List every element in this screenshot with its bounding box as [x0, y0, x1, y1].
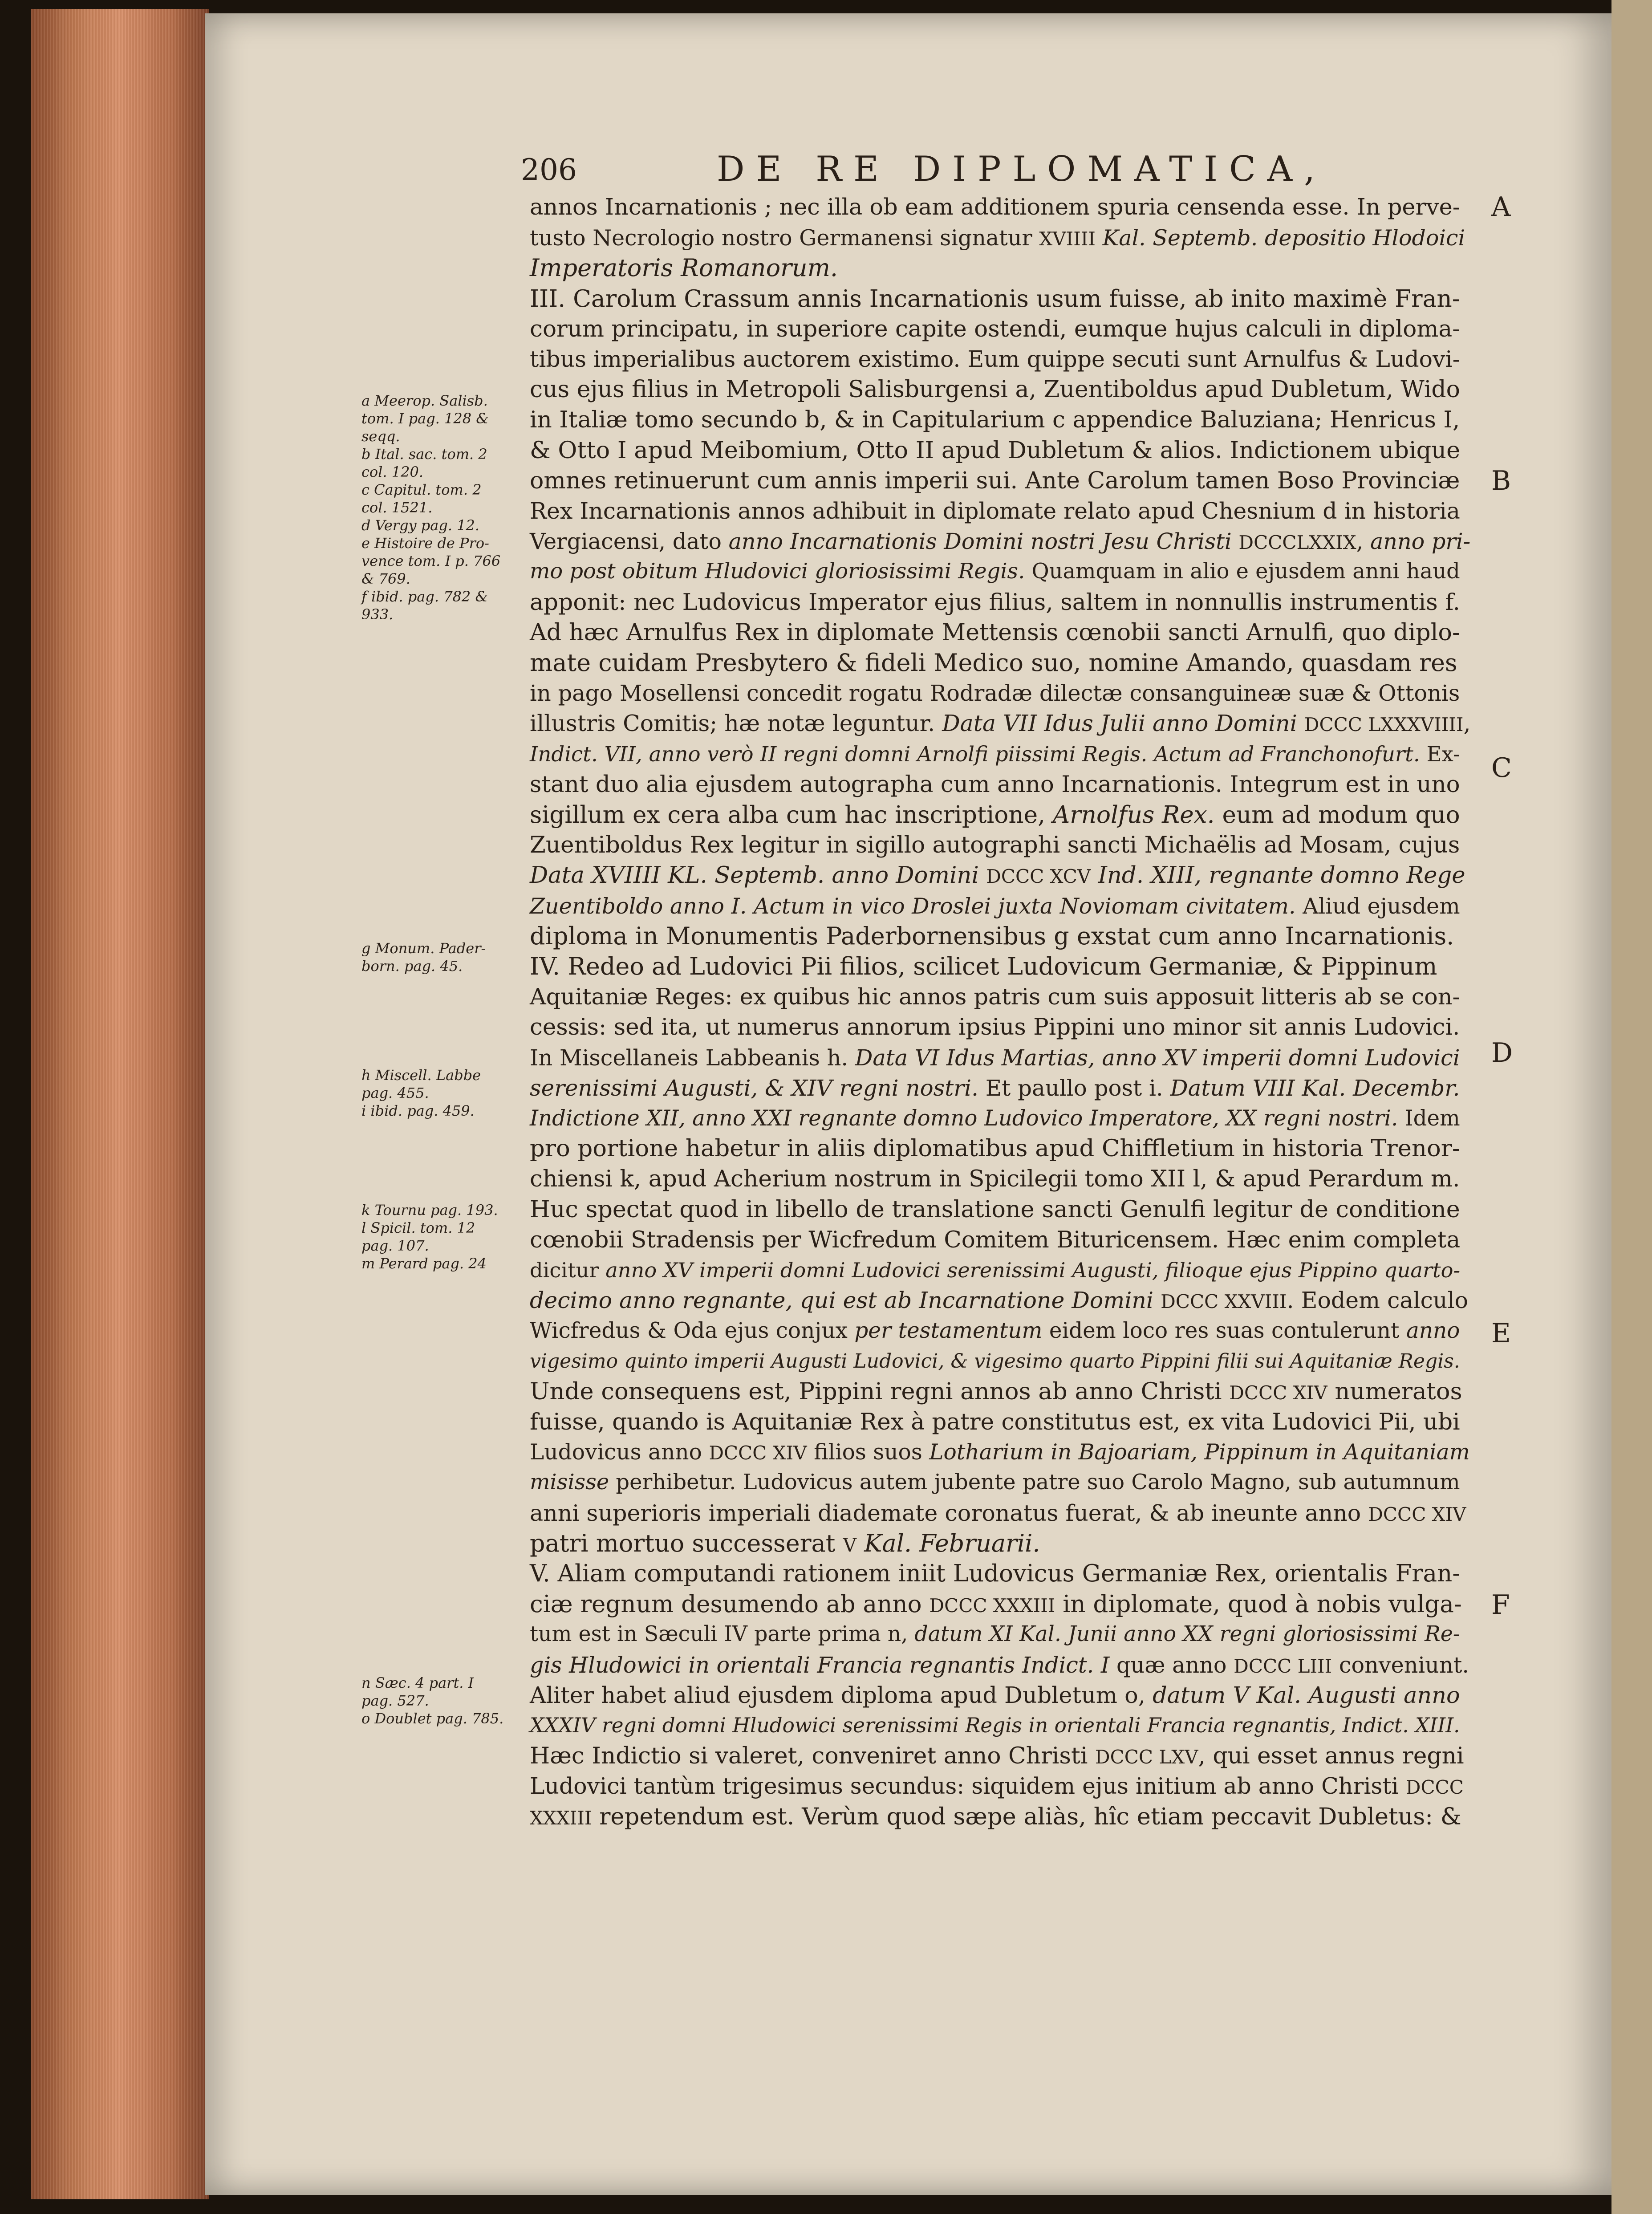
text-run: vigesimo quinto imperii Augusti Ludovici, & vigesimo quarto Pippini filii sui Aquitaniæ Regis. [530, 1349, 1460, 1373]
text-run: conveniunt. [1332, 1652, 1469, 1678]
margin-note: tom. I pag. 128 & [361, 410, 489, 427]
text-run [1153, 1287, 1161, 1313]
text-run: pro portione habetur in aliis diplomatibus apud Chiffletium in historia Trenor- [530, 1135, 1460, 1162]
text-run [979, 862, 986, 889]
text-run: datum XI Kal. Junii anno XX regni gloriosissimi Re- [914, 1622, 1460, 1647]
text-run: gis Hludowici in orientali Francia regnantis Indict. I [530, 1652, 1110, 1678]
text-line [530, 526, 1470, 557]
text-run: DCCC [1405, 1776, 1464, 1799]
text-line [530, 1437, 1470, 1467]
text-run [1297, 710, 1304, 736]
text-run: . Eodem calculo [1287, 1287, 1469, 1314]
text-line [530, 1771, 1464, 1801]
text-run: eum ad modum quo [1214, 801, 1460, 829]
text-run: DCCC XCV [986, 865, 1091, 888]
text-line [530, 1710, 1460, 1741]
text-run: Imperatoris Romanorum. [530, 254, 838, 282]
running-head [521, 149, 1367, 198]
margin-note: c Capitul. tom. 2 [361, 481, 482, 498]
text-run: patri mortuo successerat [530, 1529, 843, 1557]
text-line [530, 223, 1465, 253]
margin-note: col. 1521. [361, 499, 433, 516]
text-run: DCCCLXXIX [1238, 532, 1356, 554]
text-run: Aliud ejusdem [1295, 893, 1460, 919]
next-page-edge [1611, 0, 1652, 2214]
text-run: DCCC XIV [709, 1442, 807, 1464]
section-marker: E [1491, 1318, 1511, 1349]
text-run: tibus imperialibus auctorem existimo. Eum quippe secuti sunt Arnulfus & Ludovi- [530, 346, 1460, 372]
text-run: Ludovici tantùm trigesimus secundus: siquidem ejus initium ab anno Christi [530, 1773, 1406, 1800]
text-run: DCCC XXVIII [1161, 1291, 1287, 1313]
text-run [856, 1529, 864, 1557]
text-line [530, 1498, 1466, 1528]
text-run: Arnolfus Rex. [1052, 801, 1215, 829]
text-run: mate cuidam Presbytero & fideli Medico suo, nomine Amando, quasdam res [530, 649, 1457, 677]
text-run: DCCC XXXIII [929, 1595, 1055, 1617]
text-run: Quamquam in alio e ejusdem anni haud [1025, 559, 1460, 584]
text-line [530, 374, 1460, 405]
text-run: Ex- [1420, 742, 1460, 766]
text-run: IV. Redeo ad Ludovici Pii filios, scilicet Ludovicum Germaniæ, & Pippinum [530, 952, 1437, 980]
text-line [530, 1043, 1460, 1073]
text-run: Aquitaniæ Reges: ex quibus hic annos patris cum suis apposuit litteris ab se con- [530, 983, 1460, 1010]
text-line [530, 830, 1460, 860]
text-run [1232, 528, 1239, 554]
section-marker: B [1491, 465, 1511, 496]
page-number: 206 [521, 153, 577, 187]
text-run: Zuentiboldo anno I. Actum in vico Droslei juxta Noviomam civitatem. [530, 893, 1296, 919]
text-line [530, 1802, 1461, 1832]
text-line [530, 800, 1460, 830]
text-line [530, 1133, 1460, 1164]
margin-note: g Monum. Pader- [361, 940, 486, 957]
section-marker: F [1491, 1589, 1510, 1621]
text-run: V [843, 1534, 856, 1556]
margin-note: h Miscell. Labbe [361, 1067, 481, 1084]
text-run: Hæc Indictio si valeret, conveniret anno Christi [530, 1743, 1095, 1770]
text-line [530, 1559, 1460, 1589]
text-run: repetendum est. Verùm quod sæpe aliàs, hîc etiam peccavit Dubletus: & [592, 1803, 1461, 1830]
text-run: in Italiæ tomo secundo b, & in Capitularium c appendice Baluziana; Henricus I, [530, 406, 1460, 434]
text-line [530, 678, 1460, 708]
text-run: anno [1406, 1318, 1460, 1344]
text-line [530, 1467, 1460, 1498]
text-line [530, 891, 1460, 921]
text-line [530, 1528, 1040, 1559]
text-run: Huc spectat quod in libello de translatione sancti Genulfi legitur de conditione [530, 1195, 1460, 1223]
margin-note: & 769. [361, 570, 410, 587]
text-run: anno pri- [1370, 528, 1471, 555]
margin-note: e Histoire de Pro- [361, 535, 489, 552]
margin-note: d Vergy pag. 12. [361, 517, 480, 534]
text-run: Idem [1398, 1106, 1460, 1131]
text-line [530, 860, 1465, 890]
text-line [530, 405, 1460, 435]
text-run [1096, 225, 1103, 251]
text-run: Ind. XIII, regnante domno Rege [1098, 862, 1465, 889]
text-run: Et paullo post i. [978, 1075, 1170, 1101]
text-run: ciæ regnum desumendo ab anno [530, 1590, 930, 1618]
text-run: Aliter habet aliud ejusdem diploma apud Dubletum o, [530, 1682, 1153, 1708]
text-run: anno XV imperii domni Ludovici serenissimi Augusti, filioque ejus Pippino quarto- [605, 1258, 1461, 1282]
text-line [530, 1377, 1462, 1407]
text-line [530, 344, 1460, 374]
section-marker: D [1491, 1037, 1513, 1068]
text-run: Data VI Idus Martias, anno XV imperii domni Ludovici [855, 1044, 1460, 1071]
text-run: diploma in Monumentis Paderbornensibus g exstat cum anno Incarnationis. [530, 922, 1454, 950]
text-run: per testamentum [854, 1318, 1043, 1344]
text-run: fuisse, quando is Aquitaniæ Rex à patre constitutus est, ex vita Ludovici Pii, ubi [530, 1409, 1460, 1435]
text-run: misisse [530, 1470, 609, 1495]
margin-note: vence tom. I p. 766 [361, 552, 501, 569]
text-run: V. Aliam computandi rationem iniit Ludovicus Germaniæ Rex, orientalis Fran- [530, 1560, 1461, 1587]
text-run: Data XVIIII KL. Septemb. anno Domini [530, 862, 979, 889]
margin-note: k Tournu pag. 193. [361, 1202, 498, 1219]
text-run: , [1463, 710, 1471, 737]
text-line [530, 557, 1460, 587]
text-run: filios suos [807, 1440, 930, 1465]
text-line [530, 1346, 1460, 1377]
text-line [530, 1225, 1460, 1255]
text-run: Unde consequens est, Pippini regni annos ab anno Christi [530, 1377, 1230, 1405]
margin-note: 933. [361, 606, 394, 623]
text-run: datum V Kal. Augusti anno [1153, 1682, 1460, 1708]
text-line [530, 314, 1460, 344]
text-run: In Miscellaneis Labbeanis h. [530, 1044, 855, 1071]
text-run: decimo anno regnante, qui est ab Incarnatione Domini [530, 1287, 1154, 1314]
text-run: XVIIII [1039, 228, 1096, 250]
text-line [530, 1619, 1460, 1649]
text-run: DCCC LXV [1095, 1746, 1198, 1768]
margin-note: o Doublet pag. 785. [361, 1710, 504, 1727]
text-run: illustris Comitis; hæ notæ leguntur. [530, 710, 942, 737]
margin-note: pag. 455. [361, 1085, 429, 1101]
margin-note: i ibid. pag. 459. [361, 1102, 475, 1119]
text-run: in diplomate, quod à nobis vulga- [1055, 1590, 1462, 1618]
text-line [530, 496, 1460, 526]
text-run: perhibetur. Ludovicus autem jubente patre suo Carolo Magno, sub autumnum [609, 1470, 1460, 1495]
section-marker: A [1491, 191, 1511, 223]
text-run: stant duo alia ejusdem autographa cum anno Incarnationis. Integrum est in uno [530, 771, 1460, 798]
text-run: dicitur [530, 1258, 606, 1282]
text-run: DCCC XIV [1229, 1381, 1327, 1404]
text-run: Data VII Idus Julii anno Domini [942, 710, 1297, 737]
margin-note: born. pag. 45. [361, 958, 463, 975]
margin-note: pag. 107. [361, 1237, 429, 1254]
margin-note: l Spicil. tom. 12 [361, 1219, 475, 1236]
margin-note: seqq. [361, 428, 400, 445]
text-run: Indict. VII, anno verò II regni domni Arnolfi piissimi Regis. Actum ad Franchonofurt. [530, 742, 1420, 766]
text-run: & Otto I apud Meibomium, Otto II apud Dubletum & alios. Indictionem ubique [530, 436, 1461, 464]
text-run: Wicfredus & Oda ejus conjux [530, 1318, 855, 1344]
text-run: tum est in Sæculi IV parte prima n, [530, 1622, 915, 1647]
margin-note: f ibid. pag. 782 & [361, 588, 488, 605]
text-run: Indictione XII, anno XXI regnante domno Ludovico Imperatore, XX regni nostri. [530, 1106, 1398, 1131]
text-run: tusto Necrologio nostro Germanensi signatur [530, 225, 1039, 251]
margin-note: m Perard pag. 24 [361, 1255, 487, 1272]
text-run: , qui esset annus regni [1198, 1743, 1464, 1770]
text-run: XXXIII [530, 1807, 592, 1829]
text-line [530, 982, 1460, 1012]
text-line [530, 587, 1460, 617]
text-line [530, 1164, 1460, 1194]
text-run: Rex Incarnationis annos adhibuit in diplomate relato apud Chesnium d in historia [530, 498, 1460, 524]
text-line [530, 1316, 1460, 1346]
text-run: eidem loco res suas contulerunt [1042, 1318, 1406, 1344]
text-run: XXXIV regni domni Hludowici serenissimi Regis in orientali Francia regnantis, Indict. XIII. [530, 1714, 1460, 1737]
margin-note: pag. 527. [361, 1692, 429, 1709]
text-line [530, 435, 1460, 466]
margin-note: col. 120. [361, 463, 424, 480]
text-run: DCCC LIII [1234, 1655, 1332, 1677]
text-run: corum principatu, in superiore capite ostendi, eumque hujus calculi in diploma- [530, 315, 1460, 342]
text-run [1091, 862, 1098, 889]
text-run: cœnobii Stradensis per Wicfredum Comitem Bituricensem. Hæc enim completa [530, 1226, 1461, 1253]
text-run: DCCC LXXXVIIII [1304, 714, 1464, 736]
text-line [530, 284, 1460, 314]
margin-note: n Sæc. 4 part. I [361, 1674, 474, 1691]
text-run: Zuentiboldus Rex legitur in sigillo autographi sancti Michaëlis ad Mosam, cujus [530, 832, 1460, 859]
text-run: chiensi k, apud Acherium nostrum in Spicilegii tomo XII l, & apud Perardum m. [530, 1166, 1460, 1193]
text-line [530, 1194, 1460, 1225]
text-run: apponit: nec Ludovicus Imperator ejus filius, saltem in nonnullis instrumentis f. [530, 589, 1461, 616]
text-run: Ad hæc Arnulfus Rex in diplomate Mettensis cœnobii sancti Arnulfi, quo diplo- [530, 618, 1460, 646]
text-run: numeratos [1327, 1377, 1462, 1405]
page-block-edge [31, 9, 209, 2199]
text-run: Lotharium in Bajoariam, Pippinum in Aquitaniam [929, 1440, 1470, 1465]
text-run: omnes retinuerunt cum annis imperii sui. Ante Carolum tamen Boso Provinciæ [530, 467, 1460, 494]
text-line [530, 1741, 1464, 1771]
page-header-title: DE RE DIPLOMATICA, [717, 149, 1327, 189]
text-line [530, 1012, 1460, 1042]
text-line [530, 1589, 1462, 1619]
text-line [530, 253, 838, 283]
text-line [530, 466, 1460, 496]
text-run: serenissimi Augusti, & XIV regni nostri. [530, 1075, 978, 1101]
text-line [530, 1103, 1460, 1133]
text-line [530, 1407, 1460, 1437]
text-run: annos Incarnationis ; nec illa ob eam additionem spuria censenda esse. In perve- [530, 194, 1461, 220]
text-line [530, 1650, 1469, 1680]
text-line [530, 192, 1460, 223]
text-line [530, 648, 1457, 678]
text-line [530, 1285, 1468, 1316]
text-line [530, 708, 1471, 739]
margin-note: b Ital. sac. tom. 2 [361, 446, 487, 463]
margin-note: a Meerop. Salisb. [361, 392, 488, 409]
text-line [530, 739, 1460, 769]
text-line [530, 1255, 1460, 1285]
text-run: anni superioris imperiali diademate coronatus fuerat, & ab ineunte anno [530, 1499, 1368, 1526]
text-line [530, 1073, 1460, 1103]
text-line [530, 769, 1460, 800]
text-run: Ludovicus anno [530, 1440, 709, 1465]
text-run: mo post obitum Hludovici gloriosissimi Regis. [530, 559, 1025, 584]
text-line [530, 617, 1460, 648]
text-run: quæ anno [1109, 1652, 1234, 1678]
text-run: Kal. Februarii. [864, 1529, 1040, 1557]
text-line [530, 951, 1437, 982]
text-line [530, 921, 1454, 951]
text-run: in pago Mosellensi concedit rogatu Rodradæ dilectæ consanguineæ suæ & Ottonis [530, 680, 1460, 707]
text-run: , [1356, 528, 1370, 555]
text-line [530, 1680, 1460, 1710]
text-run: anno Incarnationis Domini nostri Jesu Christi [728, 528, 1232, 555]
text-run: Kal. Septemb. depositio Hlodoici [1102, 225, 1465, 251]
section-marker: C [1491, 752, 1512, 784]
text-run: Datum VIII Kal. Decembr. [1170, 1075, 1460, 1101]
text-run: III. Carolum Crassum annis Incarnationis usum fuisse, ab inito maximè Fran- [530, 284, 1460, 313]
text-run: cessis: sed ita, ut numerus annorum ipsius Pippini uno minor sit annis Ludovici. [530, 1014, 1460, 1041]
text-run: cus ejus filius in Metropoli Salisburgensi a, Zuentiboldus apud Dubletum, Wido [530, 376, 1460, 403]
text-run: Vergiacensi, dato [530, 528, 729, 555]
text-run: DCCC XIV [1368, 1503, 1466, 1525]
text-run: sigillum ex cera alba cum hac inscriptione, [530, 801, 1053, 829]
